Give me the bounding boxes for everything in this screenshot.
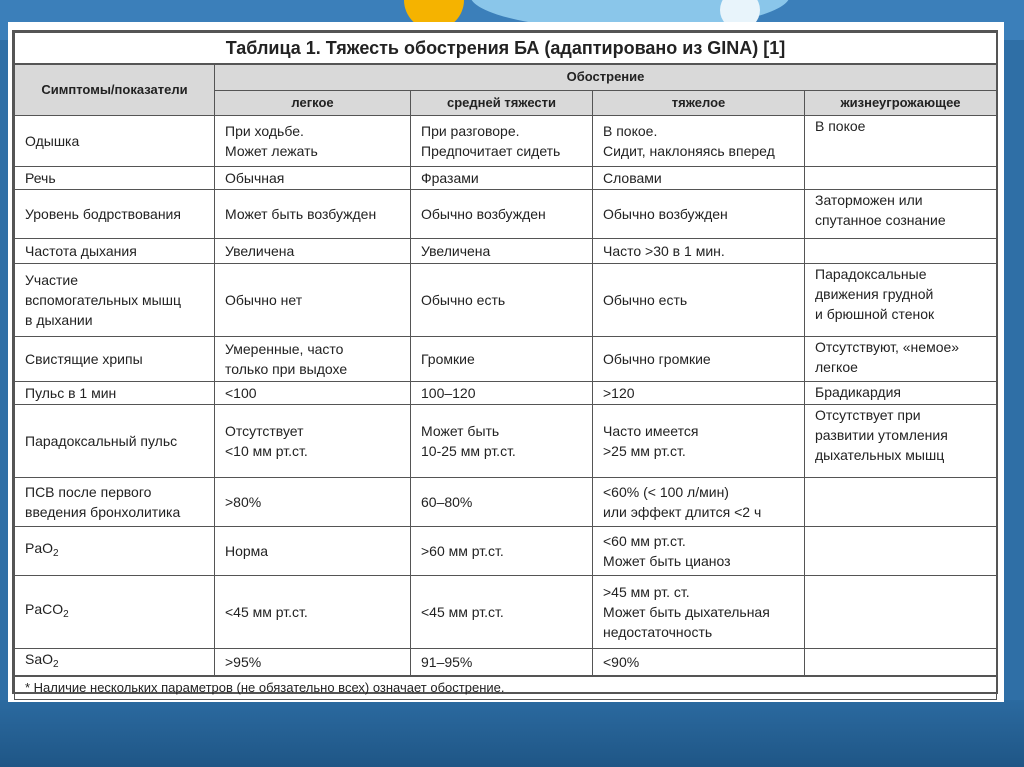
row-label-subscript: 2 bbox=[63, 609, 69, 620]
table-cell bbox=[411, 649, 593, 677]
row-label bbox=[15, 190, 215, 239]
table-cell bbox=[593, 382, 805, 405]
table-cell bbox=[593, 190, 805, 239]
cell-line: Отсутствует bbox=[225, 423, 304, 439]
table-cell bbox=[805, 190, 997, 239]
table-cell bbox=[411, 167, 593, 190]
table-cell bbox=[411, 405, 593, 478]
table-row bbox=[15, 382, 997, 405]
cell-line: движения грудной bbox=[815, 286, 934, 302]
cell-line: Отсутствует при bbox=[815, 407, 921, 423]
cell-line: Может лежать bbox=[225, 143, 318, 159]
table-cell bbox=[411, 337, 593, 382]
table-cell bbox=[593, 167, 805, 190]
cell-line: развитии утомления bbox=[815, 427, 948, 443]
table-cell bbox=[215, 239, 411, 264]
row-label-subscript: 2 bbox=[53, 659, 59, 670]
row-label-line: в дыхании bbox=[25, 312, 93, 328]
cell-line: <100 bbox=[225, 385, 257, 401]
cell-line: Парадоксальные bbox=[815, 266, 927, 282]
cell-line: >45 мм рт. ст. bbox=[603, 584, 690, 600]
cell-line: В покое. bbox=[603, 123, 658, 139]
cell-line: легкое bbox=[815, 359, 858, 375]
header-symptoms: Симптомы/показатели bbox=[15, 64, 215, 116]
cell-line: Обычно возбужден bbox=[421, 206, 546, 222]
table-row bbox=[15, 576, 997, 649]
row-label-main: PaO bbox=[25, 540, 54, 556]
table-row bbox=[15, 337, 997, 382]
cell-line: >25 мм рт.ст. bbox=[603, 443, 686, 459]
table-row bbox=[15, 527, 997, 576]
table-cell bbox=[593, 116, 805, 167]
header-exacerbation: Обострение bbox=[215, 64, 997, 90]
header-severity-severe: тяжелое bbox=[593, 90, 805, 116]
severity-table bbox=[14, 32, 997, 700]
row-label-subscript: 2 bbox=[53, 548, 59, 559]
cell-line: При разговоре. bbox=[421, 123, 520, 139]
table-cell bbox=[215, 167, 411, 190]
cell-line: >95% bbox=[225, 654, 262, 670]
cell-line: Норма bbox=[225, 543, 269, 559]
table-cell bbox=[805, 649, 997, 677]
cell-line: Увеличена bbox=[225, 243, 295, 259]
table-cell bbox=[411, 527, 593, 576]
row-label bbox=[15, 478, 215, 527]
cell-line: Фразами bbox=[421, 170, 479, 186]
cell-line: Предпочитает сидеть bbox=[421, 143, 561, 159]
cell-line: Обычная bbox=[225, 170, 285, 186]
cell-line: Может быть цианоз bbox=[603, 553, 731, 569]
row-label-line: Одышка bbox=[25, 133, 80, 149]
row-label-main: PaCO bbox=[25, 601, 64, 617]
cell-line: <60 мм рт.ст. bbox=[603, 533, 686, 549]
table-cell bbox=[215, 576, 411, 649]
cell-line: При ходьбе. bbox=[225, 123, 304, 139]
table-cell bbox=[593, 576, 805, 649]
cell-line: Умеренные, часто bbox=[225, 341, 344, 357]
cell-line: Обычно есть bbox=[603, 292, 688, 308]
table-cell bbox=[593, 239, 805, 264]
cell-line: 10-25 мм рт.ст. bbox=[421, 443, 516, 459]
table-cell bbox=[593, 405, 805, 478]
row-label-line: Свистящие хрипы bbox=[25, 351, 143, 367]
table-row bbox=[15, 116, 997, 167]
cell-line: 91–95% bbox=[421, 654, 473, 670]
table-cell bbox=[411, 239, 593, 264]
table-cell bbox=[215, 382, 411, 405]
table-cell bbox=[215, 337, 411, 382]
slide-card bbox=[8, 22, 1004, 702]
cell-line: Громкие bbox=[421, 351, 475, 367]
row-label-line: Парадоксальный пульс bbox=[25, 433, 178, 449]
table-cell bbox=[805, 337, 997, 382]
cell-line: или эффект длится <2 ч bbox=[603, 504, 762, 520]
cell-line: Обычно есть bbox=[421, 292, 506, 308]
cell-line: Отсутствуют, «немое» bbox=[815, 339, 960, 355]
table-cell bbox=[805, 116, 997, 167]
cell-line: В покое bbox=[815, 118, 866, 134]
table-cell bbox=[805, 264, 997, 337]
row-label bbox=[15, 382, 215, 405]
row-label-main: SaO bbox=[25, 651, 54, 667]
table-cell bbox=[805, 576, 997, 649]
table-row bbox=[15, 239, 997, 264]
row-label-line: Участие bbox=[25, 272, 78, 288]
row-label-line: Пульс в 1 мин bbox=[25, 385, 117, 401]
table-cell bbox=[593, 649, 805, 677]
row-label bbox=[15, 405, 215, 478]
cell-line: Брадикардия bbox=[815, 384, 902, 400]
row-label-line: вспомогательных мышц bbox=[25, 292, 181, 308]
table-cell bbox=[593, 264, 805, 337]
table-row bbox=[15, 478, 997, 527]
table-frame bbox=[12, 30, 998, 694]
cell-line: Обычно возбужден bbox=[603, 206, 728, 222]
row-label-line: ПСВ после первого bbox=[25, 484, 152, 500]
cell-line: >60 мм рт.ст. bbox=[421, 543, 504, 559]
cell-line: спутанное сознание bbox=[815, 212, 946, 228]
cell-line: Сидит, наклоняясь вперед bbox=[603, 143, 775, 159]
cell-line: Часто >30 в 1 мин. bbox=[603, 243, 725, 259]
cell-line: <10 мм рт.ст. bbox=[225, 443, 308, 459]
cell-line: Может быть дыхательная bbox=[603, 604, 770, 620]
table-row bbox=[15, 405, 997, 478]
row-label bbox=[15, 649, 215, 677]
header-severity-life-threatening: жизнеугрожающее bbox=[805, 90, 997, 116]
table-cell bbox=[805, 478, 997, 527]
table-cell bbox=[215, 649, 411, 677]
table-cell bbox=[215, 405, 411, 478]
cell-line: <90% bbox=[603, 654, 640, 670]
cell-line: >80% bbox=[225, 494, 262, 510]
table-cell bbox=[215, 264, 411, 337]
table-cell bbox=[411, 190, 593, 239]
row-label-line: Частота дыхания bbox=[25, 243, 137, 259]
row-label bbox=[15, 116, 215, 167]
cell-line: Заторможен или bbox=[815, 192, 923, 208]
table-row bbox=[15, 264, 997, 337]
table-cell bbox=[411, 264, 593, 337]
cell-line: <60% (< 100 л/мин) bbox=[603, 484, 729, 500]
table-cell bbox=[411, 116, 593, 167]
cell-line: >120 bbox=[603, 385, 635, 401]
table-cell bbox=[215, 116, 411, 167]
cell-line: Словами bbox=[603, 170, 662, 186]
cell-line: <45 мм рт.ст. bbox=[421, 604, 504, 620]
cell-line: 60–80% bbox=[421, 494, 473, 510]
row-label bbox=[15, 527, 215, 576]
table-title: Таблица 1. Тяжесть обострения БА (адаптировано из GINA) [1] bbox=[15, 33, 997, 65]
cell-line: только при выдохе bbox=[225, 361, 348, 377]
table-cell bbox=[593, 478, 805, 527]
row-label-line: введения бронхолитика bbox=[25, 504, 181, 520]
cell-line: Обычно нет bbox=[225, 292, 303, 308]
cell-line: Может быть bbox=[421, 423, 500, 439]
table-cell bbox=[411, 576, 593, 649]
table-cell bbox=[593, 527, 805, 576]
row-label bbox=[15, 264, 215, 337]
table-cell bbox=[805, 405, 997, 478]
table-cell bbox=[215, 190, 411, 239]
cell-line: дыхательных мышц bbox=[815, 447, 945, 463]
table-cell bbox=[411, 382, 593, 405]
table-cell bbox=[805, 167, 997, 190]
table-cell bbox=[593, 337, 805, 382]
table-cell bbox=[805, 239, 997, 264]
row-label-line: Речь bbox=[25, 170, 56, 186]
cell-line: 100–120 bbox=[421, 385, 476, 401]
cell-line: Обычно громкие bbox=[603, 351, 711, 367]
table-cell bbox=[215, 527, 411, 576]
cell-line: <45 мм рт.ст. bbox=[225, 604, 308, 620]
table-row bbox=[15, 167, 997, 190]
cell-line: Увеличена bbox=[421, 243, 491, 259]
row-label bbox=[15, 239, 215, 264]
slide-background-bottom bbox=[0, 700, 1024, 767]
table-cell bbox=[215, 478, 411, 527]
row-label-line: Уровень бодрствования bbox=[25, 206, 181, 222]
table-cell bbox=[411, 478, 593, 527]
header-severity-moderate: средней тяжести bbox=[411, 90, 593, 116]
cell-line: и брюшной стенок bbox=[815, 306, 935, 322]
table-row bbox=[15, 190, 997, 239]
table-footnote: * Наличие нескольких параметров (не обязательно всех) означает обострение. bbox=[15, 676, 997, 700]
cell-line: Часто имеется bbox=[603, 423, 699, 439]
header-severity-mild: легкое bbox=[215, 90, 411, 116]
table-row bbox=[15, 649, 997, 677]
row-label bbox=[15, 337, 215, 382]
cell-line: недостаточность bbox=[603, 624, 713, 640]
row-label bbox=[15, 167, 215, 190]
table-cell bbox=[805, 382, 997, 405]
table-cell bbox=[805, 527, 997, 576]
cell-line: Может быть возбужден bbox=[225, 206, 377, 222]
row-label bbox=[15, 576, 215, 649]
